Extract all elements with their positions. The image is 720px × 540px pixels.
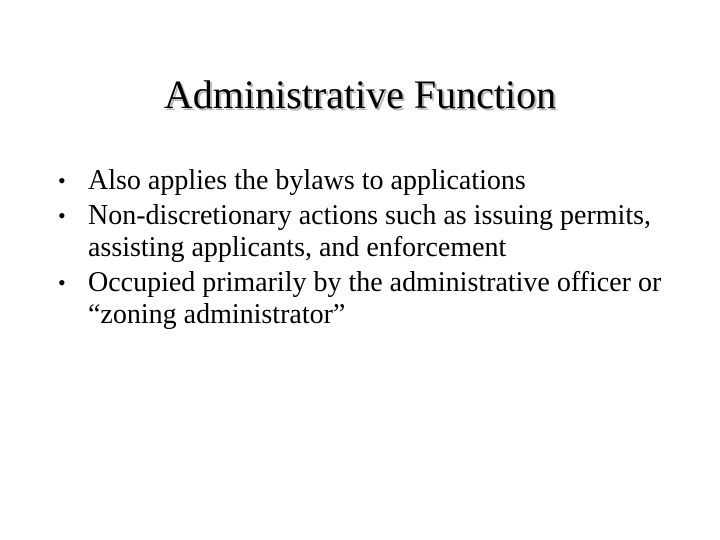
bullet-item (58, 267, 668, 331)
bullet-item (58, 165, 668, 197)
bullet-text: Occupied primarily by the administrative officer or “zoning administrator” (88, 267, 662, 330)
bullet-icon: • (58, 270, 66, 295)
bullet-text: Non-discretionary actions such as issuing permits, assisting applicants, and enforcement (88, 200, 652, 263)
bullet-item (58, 200, 668, 264)
bullet-icon: • (58, 168, 66, 193)
bullet-icon: • (58, 203, 66, 228)
bullet-list (58, 165, 668, 334)
slide-title: Administrative Function (163, 72, 557, 117)
bullet-text: Also applies the bylaws to applications (88, 165, 526, 196)
